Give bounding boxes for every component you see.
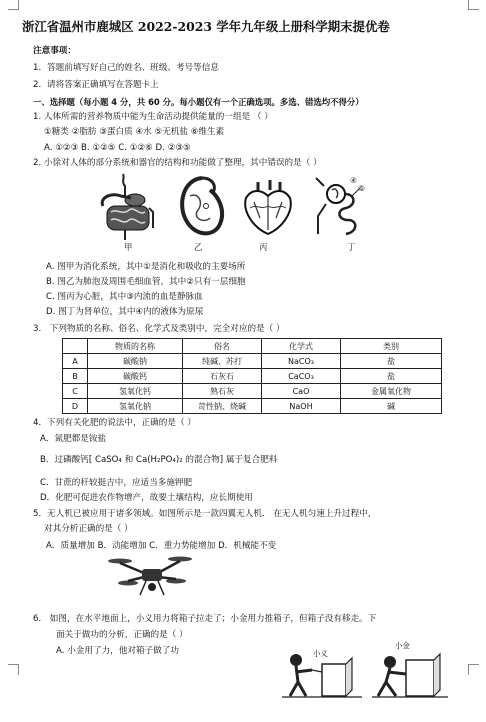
question-1-items: ①糖类 ②脂肪 ③蛋白质 ④水 ⑤无机盐 ⑥维生素 xyxy=(44,127,225,137)
table-cell: 碳酸钙 xyxy=(88,369,183,384)
table-cell: CaO xyxy=(262,384,341,399)
question-2-option-c: C. 图丙为心脏，其中③内流的血是静脉血 xyxy=(46,292,203,302)
table-cell: A xyxy=(63,354,88,369)
question-4-option-c: C．甘蔗的秆较挺吉中，应适当多施钾肥 xyxy=(40,478,193,488)
table-row xyxy=(63,369,442,384)
page-title: 浙江省温州市鹿城区 2022-2023 学年九年级上册科学期末提优卷 xyxy=(22,19,390,34)
section-heading: 一、选择题（每小题 4 分，共 60 分。每小题仅有一个正确选项。多选、错选均不得分） xyxy=(33,97,364,107)
table-cell: NaCO₃ xyxy=(262,354,341,369)
question-6-stem-cont: 面关于做功的分析，正确的是（ ） xyxy=(56,630,188,640)
question-5-stem: 5．无人机已被应用于诸多领域。如图所示是一款四翼无人机． 在无人机匀速上升过程中， xyxy=(33,509,377,519)
figure-label-ding: 丁 xyxy=(347,242,356,252)
push-pull-figure xyxy=(282,650,448,700)
question-1-stem: 1. 人体所需的营养物质中能为生命活动提供能量的一组是 （ ） xyxy=(33,112,273,122)
drone-figure xyxy=(106,553,196,603)
crop-mark-top-right xyxy=(468,0,479,10)
question-4-option-d: D．化肥可促进农作物增产，故要土壤结构，应长期使用 xyxy=(40,493,253,503)
question-6-stem: 6． 如图，在水平地面上，小义用力将箱子拉走了；小金用力推箱子，但箱子没有移走。下 xyxy=(33,614,377,624)
table-cell: B xyxy=(63,369,88,384)
question-4-option-a: A．氮肥都是铵盐 xyxy=(40,434,107,444)
question-4-stem: 4．下列有关化肥的说法中，正确的是（ ） xyxy=(33,418,196,428)
table-cell: CaCO₃ xyxy=(262,369,341,384)
table-cell: NaOH xyxy=(262,399,341,414)
table-cell: C xyxy=(63,384,88,399)
table-cell: 盐 xyxy=(341,354,442,369)
alveolus-figure xyxy=(176,176,228,240)
label-xiaoyi: 小义 xyxy=(313,649,328,658)
table-cell: D xyxy=(63,399,88,414)
table-cell: 纯碱、苏打 xyxy=(183,354,262,369)
table-cell: 碱 xyxy=(341,399,442,414)
heart-figure xyxy=(240,178,298,238)
table-header-cell: 物质的名称 xyxy=(88,339,183,354)
notes-item: 1．答题前填写好自己的姓名、班级、考号等信息 xyxy=(33,63,219,73)
table-header-cell: 类别 xyxy=(341,339,442,354)
notes-item: 2．请将答案正确填写在答题卡上 xyxy=(33,80,159,90)
question-4-option-b: B．过磷酸钙[ CaSO₄ 和 Ca(H₂PO₄)₂ 的混合物] 属于复合肥料 xyxy=(40,455,278,465)
question-2-option-d: D. 图丁为肾单位，其中④内的液体为原尿 xyxy=(46,307,204,317)
table-row xyxy=(63,354,442,369)
table-cell: 金属氧化物 xyxy=(341,384,442,399)
table-row xyxy=(63,384,442,399)
notes-heading: 注意事项： xyxy=(33,46,76,56)
table-cell: 氢氧化钠 xyxy=(88,399,183,414)
question-5-options: A．质量增加 B．动能增加 C．重力势能增加 D．机械能不变 xyxy=(46,541,277,551)
figure-label-jia: 甲 xyxy=(124,242,133,252)
table-header-row xyxy=(63,339,442,354)
question-6-option-a: A. 小金用了力，他对箱子做了功 xyxy=(56,646,179,656)
callout-4: ④ xyxy=(350,176,357,185)
substance-table xyxy=(62,338,442,414)
table-cell: 苛性钠、烧碱 xyxy=(183,399,262,414)
table-row xyxy=(63,399,442,414)
question-1-options: A. ①②③ B. ①②⑤ C. ①②⑥ D. ②③⑤ xyxy=(44,143,191,153)
table-cell: 石灰石 xyxy=(183,369,262,384)
digestive-system-figure xyxy=(95,172,161,244)
figure-label-bing: 丙 xyxy=(259,242,268,252)
crop-mark-top-left xyxy=(8,0,19,10)
question-2-option-b: B. 图乙为肺泡及周围毛细血管，其中②只有一层细胞 xyxy=(46,277,246,287)
label-xiaojin: 小金 xyxy=(395,641,410,650)
table-header-cell: 化学式 xyxy=(262,339,341,354)
crop-mark-bottom-left xyxy=(8,664,19,675)
table-header-cell xyxy=(63,339,88,354)
table-cell: 熟石灰 xyxy=(183,384,262,399)
question-3-stem: 3． 下列物质的名称、俗名、化学式及类别中，完全对应的是（ ） xyxy=(33,324,285,334)
question-2-stem: 2. 小徐对人体的部分系统和器官的结构和功能做了整理，其中错误的是（ ） xyxy=(33,158,322,168)
table-cell: 氢氧化钙 xyxy=(88,384,183,399)
table-cell: 盐 xyxy=(341,369,442,384)
question-2-option-a: A. 图甲为消化系统，其中①是消化和吸收的主要场所 xyxy=(46,262,246,272)
figure-label-yi: 乙 xyxy=(194,242,203,252)
table-header-cell: 俗名 xyxy=(183,339,262,354)
table-cell: 碳酸钠 xyxy=(88,354,183,369)
question-5-stem-cont: 对其分析正确的是（ ） xyxy=(44,524,133,534)
callout-5: ⑤ xyxy=(358,184,365,193)
crop-mark-bottom-right xyxy=(468,664,479,675)
